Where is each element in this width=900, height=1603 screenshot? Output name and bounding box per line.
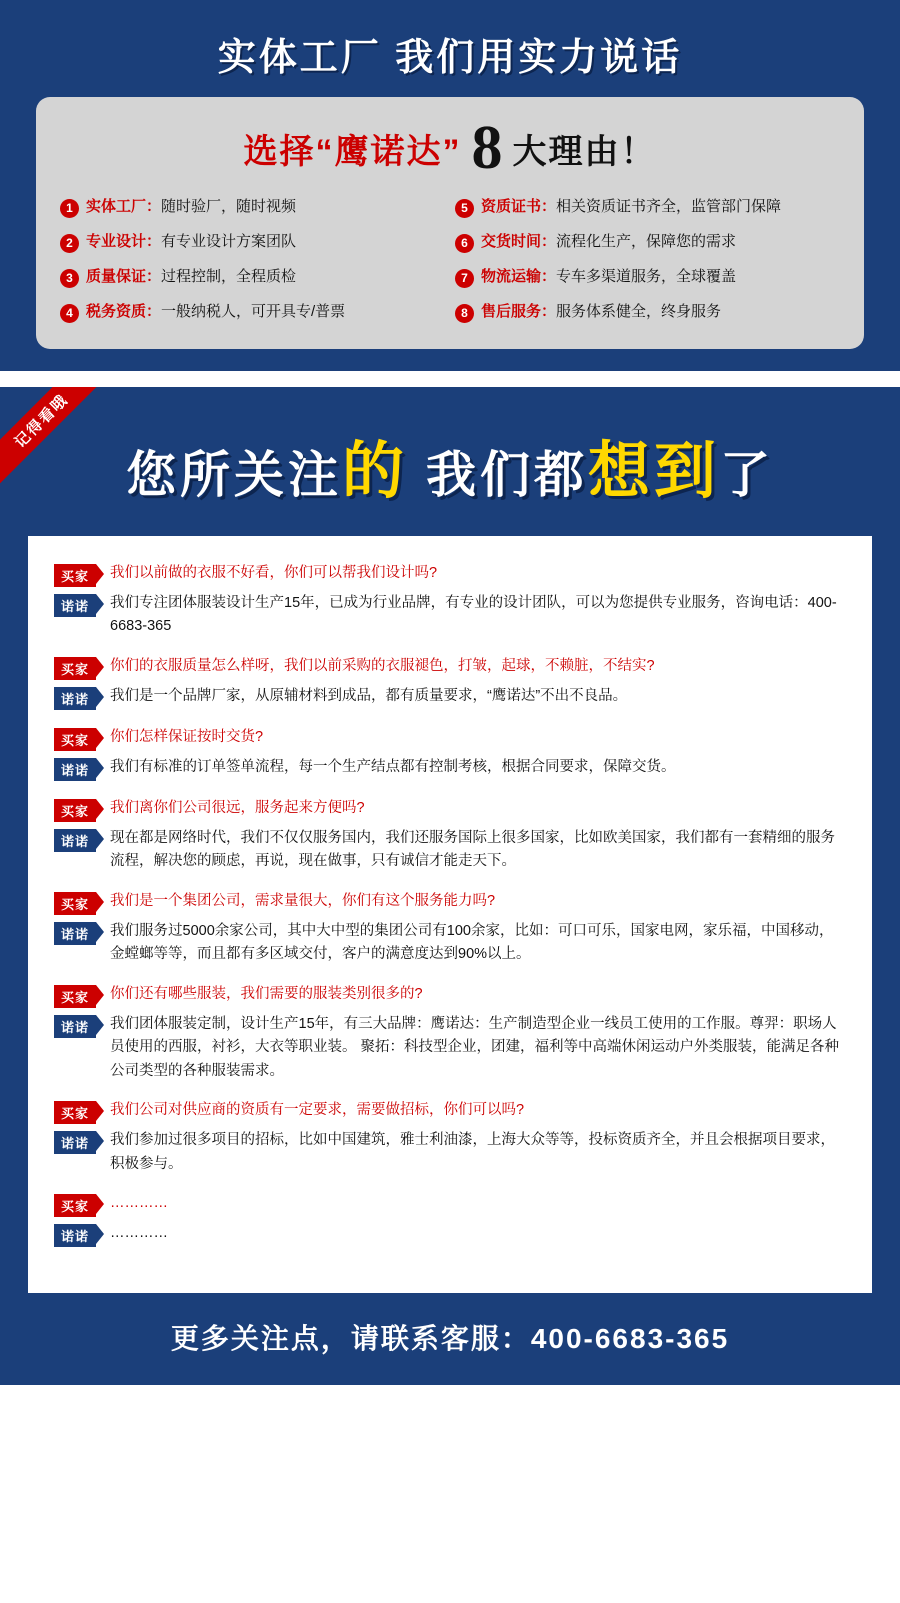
reason-value: 相关资质证书齐全，监管部门保障 — [556, 197, 782, 215]
buyer-tag: 买家 — [54, 657, 96, 680]
reason-key: 交货时间： — [481, 232, 557, 250]
faq-section — [0, 387, 900, 1385]
reason-key: 质量保证： — [86, 267, 162, 285]
qa-answer-text: 我们团体服装定制，设计生产15年，有三大品牌：鹰诺达：生产制造型企业一线员工使用的工作服。尊羿：职场人员使用的西服，衬衫，大衣等职业装。 聚拓：科技型企业，团建，福利等中高端休闲运动户外类服装，能满足各种公司类型的各种服装需求。 — [110, 1015, 840, 1079]
corner-ribbon: 记得看哦 — [0, 387, 105, 484]
qa-question-text: ………… — [110, 1195, 169, 1212]
qa-question-line — [54, 655, 846, 680]
reason-key: 实体工厂： — [86, 197, 162, 215]
buyer-tag: 买家 — [54, 799, 96, 822]
seller-tag: 诺诺 — [54, 829, 96, 852]
reason-key: 物流运输： — [481, 267, 557, 285]
reason-item — [455, 302, 840, 323]
qa-answer-text: ………… — [110, 1225, 169, 1242]
reasons-box — [36, 97, 864, 349]
section-divider — [0, 377, 900, 387]
footer — [0, 1293, 900, 1385]
qa-answer-line — [54, 756, 846, 781]
qa-answer-text: 我们专注团体服装设计生产15年，已成为行业品牌，有专业的设计团队，可以为您提供专业服务，咨询电话：400-6683-365 — [110, 594, 837, 635]
buyer-tag: 买家 — [54, 1101, 96, 1124]
qa-question-line — [54, 983, 846, 1008]
reason-key: 资质证书： — [481, 197, 557, 215]
qa-item — [54, 890, 846, 967]
reason-value: 流程化生产，保障您的需求 — [556, 232, 737, 250]
buyer-tag: 买家 — [54, 728, 96, 751]
qa-answer-text: 我们有标准的订单签单流程，每一个生产结点都有控制考核，根据合同要求，保障交货。 — [110, 758, 676, 775]
reasons-heading — [60, 114, 840, 197]
qa-answer-text: 现在都是网络时代，我们不仅仅服务国内，我们还服务国际上很多国家，比如欧美国家，我们都有一套精细的服务流程，解决您的顾虑，再说，现在做事，只有诚信才能走天下。 — [110, 829, 836, 870]
qa-answer-text: 我们是一个品牌厂家，从原辅材料到成品，都有质量要求，“鹰诺达”不出不良品。 — [110, 687, 628, 704]
faq-heading-part: 您所关注 — [126, 446, 343, 503]
qa-question-text: 我们以前做的衣服不好看，你们可以帮我们设计吗? — [110, 564, 438, 581]
reason-item — [60, 232, 445, 253]
qa-question-line — [54, 1099, 846, 1124]
qa-question-text: 我们是一个集团公司，需求量很大，你们有这个服务能力吗? — [110, 892, 496, 909]
reason-item — [455, 267, 840, 288]
faq-heading-part: 的 — [342, 436, 409, 506]
qa-question-line — [54, 726, 846, 751]
seller-tag: 诺诺 — [54, 687, 96, 710]
reason-number-badge: 2 — [60, 234, 79, 253]
qa-answer-line — [54, 685, 846, 710]
qa-item — [54, 562, 846, 639]
reason-number-badge: 7 — [455, 269, 474, 288]
reason-item — [60, 197, 445, 218]
reason-value: 专车多渠道服务，全球覆盖 — [556, 267, 737, 285]
qa-question-text: 我们公司对供应商的资质有一定要求，需要做招标，你们可以吗? — [110, 1102, 525, 1119]
reason-item — [60, 302, 445, 323]
reason-number-badge: 6 — [455, 234, 474, 253]
qa-answer-line — [54, 920, 846, 967]
buyer-tag: 买家 — [54, 564, 96, 587]
reason-item — [60, 267, 445, 288]
reason-key: 售后服务： — [481, 302, 557, 320]
qa-question-line — [54, 562, 846, 587]
reason-number-badge: 8 — [455, 304, 474, 323]
reason-number-badge: 1 — [60, 199, 79, 218]
qa-answer-line — [54, 1129, 846, 1176]
seller-tag: 诺诺 — [54, 1224, 96, 1247]
faq-heading-part: 了 — [719, 446, 774, 503]
buyer-tag: 买家 — [54, 1194, 96, 1217]
qa-answer-line — [54, 827, 846, 874]
reasons-heading-left: 选择“鹰诺达” — [243, 133, 462, 172]
qa-answer-line — [54, 1222, 846, 1247]
reasons-section — [0, 0, 900, 377]
reason-number-badge: 4 — [60, 304, 79, 323]
buyer-tag: 买家 — [54, 985, 96, 1008]
qa-question-text: 你们怎样保证按时交货? — [110, 728, 264, 745]
reason-value: 一般纳税人，可开具专/普票 — [161, 302, 346, 320]
qa-item — [54, 797, 846, 874]
faq-heading-part: 我们都 — [408, 446, 588, 503]
qa-question-text: 你们还有哪些服装，我们需要的服装类别很多的? — [110, 985, 423, 1002]
qa-answer-line — [54, 592, 846, 639]
footer-contact-text: 更多关注点，请联系客服：400-6683-365 — [170, 1323, 730, 1355]
reasons-heading-right: 大理由！ — [512, 133, 657, 172]
reason-number-badge: 5 — [455, 199, 474, 218]
reason-number-badge: 3 — [60, 269, 79, 288]
section1-banner: 实体工厂 我们用实力说话 — [217, 37, 683, 79]
qa-answer-text: 我们参加过很多项目的招标，比如中国建筑，雅士利油漆，上海大众等等，投标资质齐全，并且会根据项目要求，积极参与。 — [110, 1132, 836, 1172]
reasons-grid — [60, 197, 840, 323]
qa-answer-line — [54, 1013, 846, 1083]
reason-value: 有专业设计方案团队 — [161, 232, 297, 250]
seller-tag: 诺诺 — [54, 594, 96, 617]
buyer-tag: 买家 — [54, 892, 96, 915]
qa-question-line — [54, 890, 846, 915]
reason-value: 服务体系健全，终身服务 — [556, 302, 722, 320]
qa-answer-text: 我们服务过5000余家公司，其中大中型的集团公司有100余家，比如：可口可乐，国家电网，家乐福，中国移动，金螳螂等等，而且都有多区域交付，客户的满意度达到90%以上。 — [110, 922, 834, 963]
faq-heading — [0, 387, 900, 536]
qa-question-line — [54, 1192, 846, 1217]
reason-key: 专业设计： — [86, 232, 162, 250]
seller-tag: 诺诺 — [54, 1015, 96, 1038]
qa-question-text: 我们离你们公司很远，服务起来方便吗? — [110, 799, 365, 816]
faq-heading-part: 想到 — [587, 436, 720, 506]
qa-item — [54, 655, 846, 710]
reason-item — [455, 197, 840, 218]
reasons-heading-number: 8 — [471, 114, 503, 182]
reason-key: 税务资质： — [86, 302, 162, 320]
reason-value: 随时验厂，随时视频 — [161, 197, 297, 215]
qa-item — [54, 726, 846, 781]
qa-item — [54, 1192, 846, 1247]
seller-tag: 诺诺 — [54, 758, 96, 781]
qa-item — [54, 1099, 846, 1176]
qa-item — [54, 983, 846, 1083]
reason-value: 过程控制，全程质检 — [161, 267, 297, 285]
seller-tag: 诺诺 — [54, 1131, 96, 1154]
qa-question-text: 你们的衣服质量怎么样呀，我们以前采购的衣服褪色，打皱，起球，不赖脏，不结实? — [110, 657, 655, 674]
seller-tag: 诺诺 — [54, 922, 96, 945]
reason-item — [455, 232, 840, 253]
faq-box — [28, 536, 872, 1293]
qa-question-line — [54, 797, 846, 822]
